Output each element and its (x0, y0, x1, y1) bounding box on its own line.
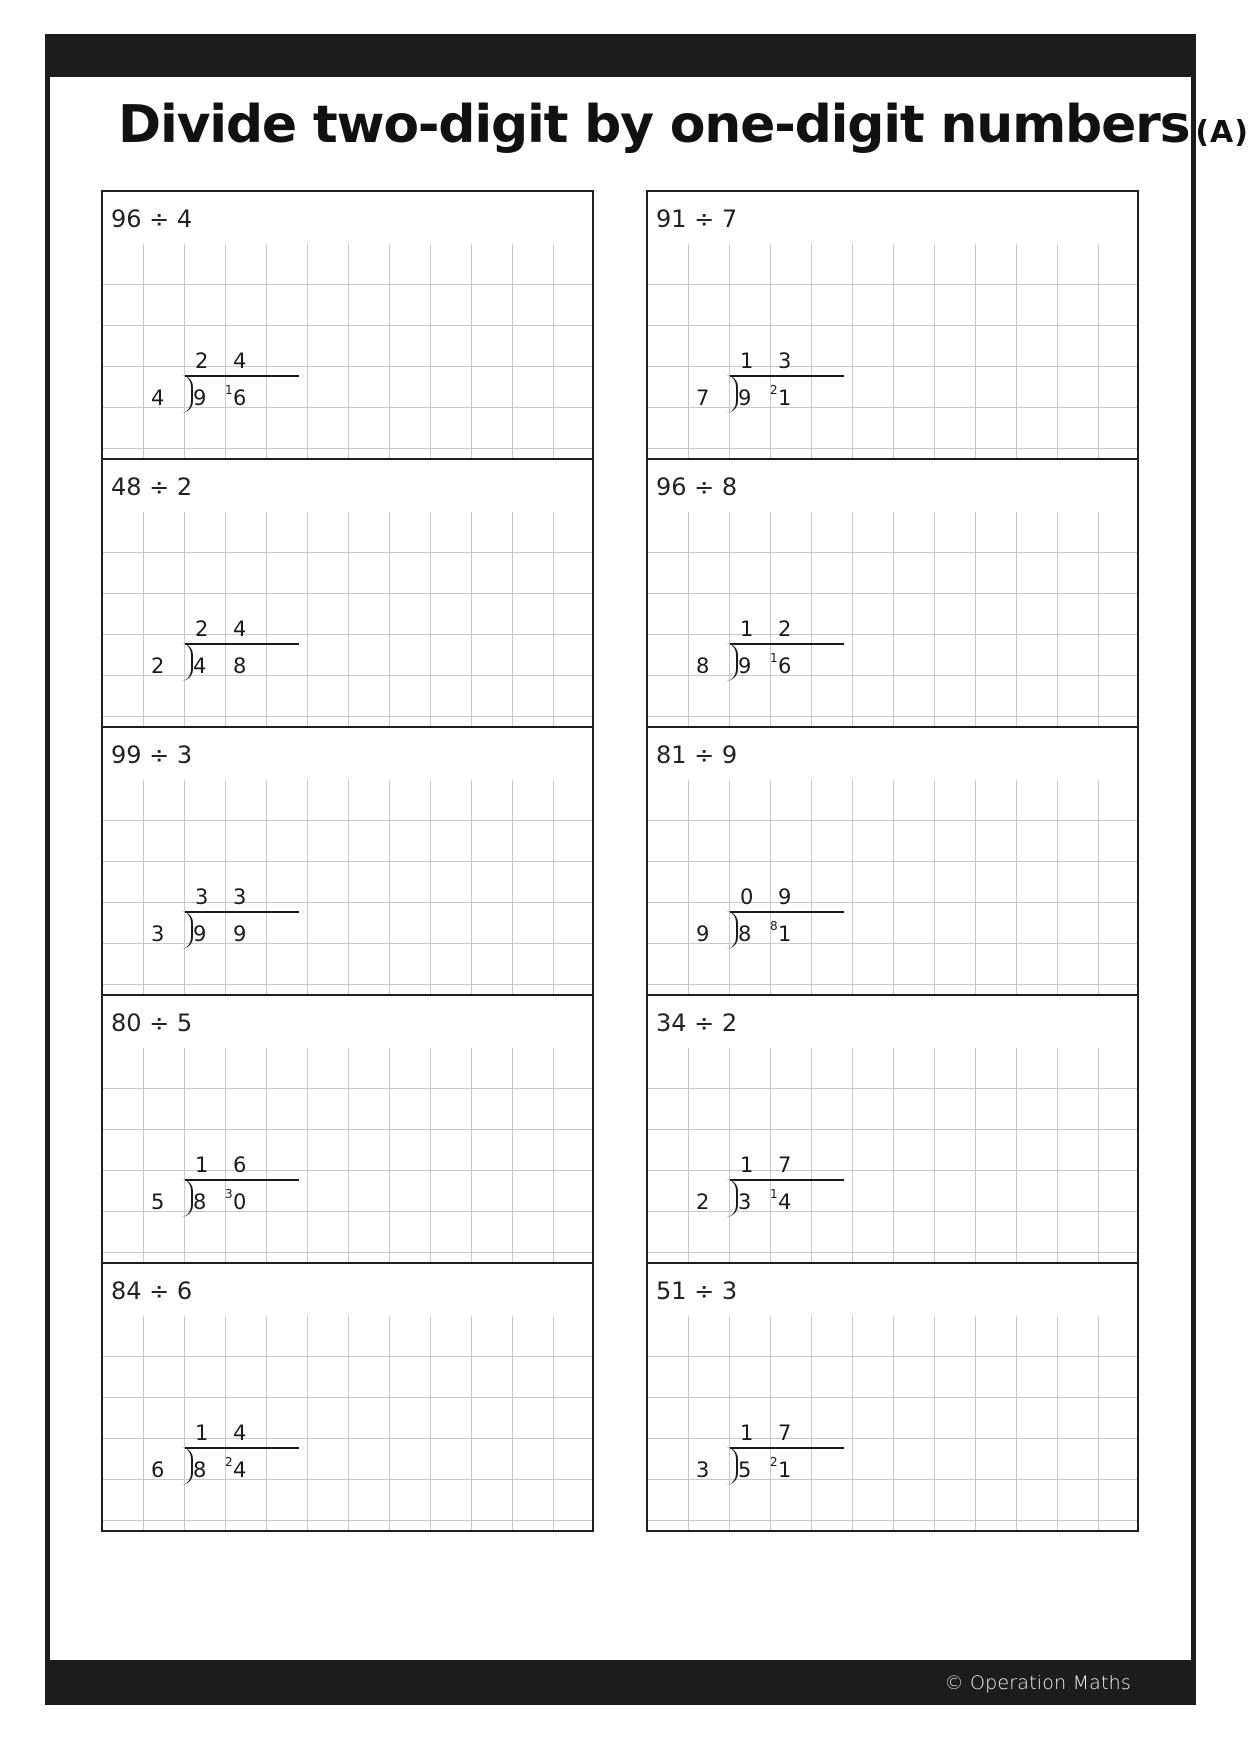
problem-box (646, 726, 1139, 994)
dividend-tens-digit: 4 (193, 654, 207, 678)
title-suffix: (A) (1195, 115, 1249, 150)
quotient-tens-digit: 0 (740, 885, 754, 909)
problem-box (101, 190, 594, 458)
long-division-working (696, 1155, 846, 1225)
page-title (118, 95, 1249, 155)
dividend-tens-digit: 8 (193, 1458, 207, 1482)
long-division-working (696, 619, 846, 689)
dividend-tens-digit: 8 (193, 1190, 207, 1214)
divisor-digit: 3 (151, 922, 165, 946)
division-bracket (181, 1447, 193, 1485)
dividend-ones-digit: 6 (233, 386, 247, 410)
long-division-working (151, 1155, 301, 1225)
problem-box (101, 1262, 594, 1532)
problem-box (101, 994, 594, 1262)
carried-remainder: 1 (225, 383, 233, 397)
carried-remainder: 1 (770, 651, 778, 665)
long-division-working (151, 1423, 301, 1493)
division-bar (730, 375, 844, 377)
division-bar (730, 1447, 844, 1449)
division-bracket (726, 375, 738, 413)
problem-box (646, 458, 1139, 726)
long-division-working (696, 887, 846, 957)
problem-expression: 34 ÷ 2 (656, 1009, 738, 1037)
problem-box (101, 726, 594, 994)
dividend-ones-digit: 4 (778, 1190, 792, 1214)
quotient-tens-digit: 2 (195, 617, 209, 641)
working-grid[interactable] (648, 512, 1137, 726)
division-bracket (726, 1447, 738, 1485)
division-bracket (181, 911, 193, 949)
carried-remainder: 2 (770, 383, 778, 397)
quotient-ones-digit: 7 (778, 1421, 792, 1445)
problem-box (646, 190, 1139, 458)
dividend-ones-digit: 4 (233, 1458, 247, 1482)
division-bar (730, 1179, 844, 1181)
problem-expression: 96 ÷ 4 (111, 205, 193, 233)
working-grid[interactable] (103, 1048, 592, 1262)
division-bar (185, 911, 299, 913)
problem-expression: 96 ÷ 8 (656, 473, 738, 501)
divisor-digit: 8 (696, 654, 710, 678)
long-division-working (696, 351, 846, 421)
dividend-ones-digit: 6 (778, 654, 792, 678)
carried-remainder: 3 (225, 1187, 233, 1201)
dividend-tens-digit: 3 (738, 1190, 752, 1214)
quotient-ones-digit: 4 (233, 349, 247, 373)
division-bracket (181, 643, 193, 681)
quotient-tens-digit: 1 (740, 1153, 754, 1177)
quotient-tens-digit: 2 (195, 349, 209, 373)
dividend-ones-digit: 9 (233, 922, 247, 946)
problem-expression: 51 ÷ 3 (656, 1277, 738, 1305)
dividend-tens-digit: 8 (738, 922, 752, 946)
long-division-working (151, 619, 301, 689)
problem-expression: 84 ÷ 6 (111, 1277, 193, 1305)
quotient-ones-digit: 9 (778, 885, 792, 909)
working-grid[interactable] (103, 780, 592, 994)
quotient-tens-digit: 1 (195, 1153, 209, 1177)
quotient-ones-digit: 7 (778, 1153, 792, 1177)
quotient-tens-digit: 1 (740, 1421, 754, 1445)
copyright-text: © Operation Maths (944, 1672, 1131, 1694)
quotient-ones-digit: 3 (778, 349, 792, 373)
quotient-ones-digit: 4 (233, 1421, 247, 1445)
quotient-ones-digit: 6 (233, 1153, 247, 1177)
problem-expression: 99 ÷ 3 (111, 741, 193, 769)
problem-expression: 81 ÷ 9 (656, 741, 738, 769)
long-division-working (696, 1423, 846, 1493)
working-grid[interactable] (648, 244, 1137, 458)
working-grid[interactable] (648, 780, 1137, 994)
carried-remainder: 2 (770, 1455, 778, 1469)
problem-expression: 48 ÷ 2 (111, 473, 193, 501)
divisor-digit: 4 (151, 386, 165, 410)
division-bar (185, 375, 299, 377)
division-bracket (181, 375, 193, 413)
dividend-tens-digit: 9 (738, 386, 752, 410)
dividend-tens-digit: 9 (193, 922, 207, 946)
quotient-ones-digit: 3 (233, 885, 247, 909)
dividend-ones-digit: 8 (233, 654, 247, 678)
title-text: Divide two-digit by one-digit numbers (118, 95, 1190, 155)
division-bar (730, 911, 844, 913)
divisor-digit: 2 (151, 654, 165, 678)
problem-expression: 91 ÷ 7 (656, 205, 738, 233)
quotient-tens-digit: 1 (740, 349, 754, 373)
division-bar (185, 1179, 299, 1181)
dividend-tens-digit: 5 (738, 1458, 752, 1482)
working-grid[interactable] (103, 244, 592, 458)
carried-remainder: 8 (770, 919, 778, 933)
dividend-tens-digit: 9 (193, 386, 207, 410)
divisor-digit: 6 (151, 1458, 165, 1482)
long-division-working (151, 887, 301, 957)
dividend-ones-digit: 1 (778, 386, 792, 410)
working-grid[interactable] (648, 1316, 1137, 1530)
quotient-tens-digit: 3 (195, 885, 209, 909)
long-division-working (151, 351, 301, 421)
problem-box (646, 994, 1139, 1262)
quotient-ones-digit: 2 (778, 617, 792, 641)
working-grid[interactable] (103, 512, 592, 726)
problem-box (646, 1262, 1139, 1532)
working-grid[interactable] (648, 1048, 1137, 1262)
quotient-ones-digit: 4 (233, 617, 247, 641)
divisor-digit: 2 (696, 1190, 710, 1214)
divisor-digit: 7 (696, 386, 710, 410)
carried-remainder: 1 (770, 1187, 778, 1201)
division-bar (185, 1447, 299, 1449)
division-bracket (181, 1179, 193, 1217)
quotient-tens-digit: 1 (740, 617, 754, 641)
division-bar (185, 643, 299, 645)
working-grid[interactable] (103, 1316, 592, 1530)
divisor-digit: 5 (151, 1190, 165, 1214)
division-bracket (726, 1179, 738, 1217)
dividend-tens-digit: 9 (738, 654, 752, 678)
carried-remainder: 2 (225, 1455, 233, 1469)
division-bracket (726, 911, 738, 949)
dividend-ones-digit: 1 (778, 922, 792, 946)
problem-expression: 80 ÷ 5 (111, 1009, 193, 1037)
dividend-ones-digit: 1 (778, 1458, 792, 1482)
dividend-ones-digit: 0 (233, 1190, 247, 1214)
quotient-tens-digit: 1 (195, 1421, 209, 1445)
divisor-digit: 3 (696, 1458, 710, 1482)
problem-box (101, 458, 594, 726)
division-bracket (726, 643, 738, 681)
division-bar (730, 643, 844, 645)
footer-band (50, 1660, 1191, 1700)
divisor-digit: 9 (696, 922, 710, 946)
header-band (50, 39, 1191, 77)
